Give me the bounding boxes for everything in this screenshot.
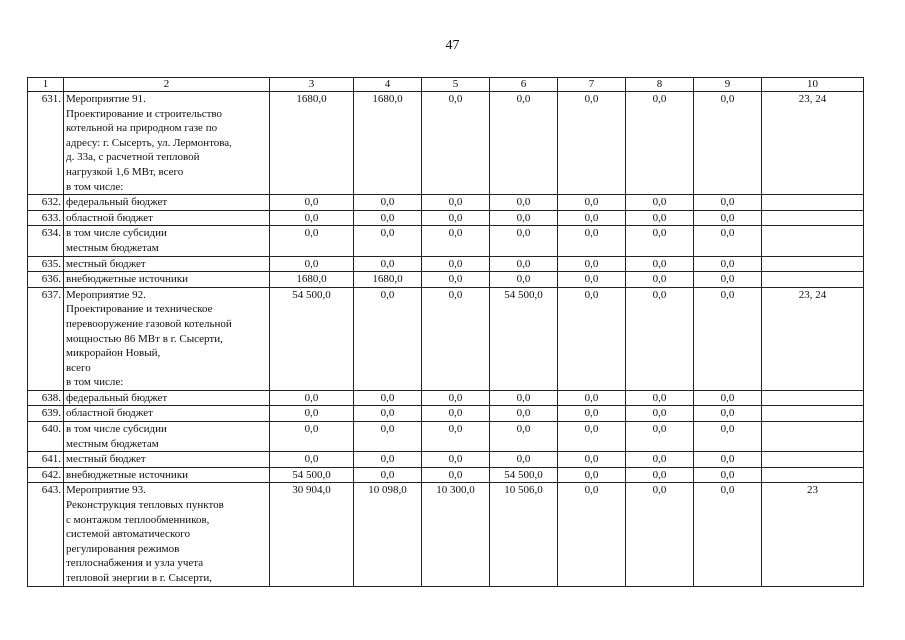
row-name: федеральный бюджет bbox=[64, 195, 270, 211]
row-name: областной бюджет bbox=[64, 210, 270, 226]
row-reference bbox=[762, 467, 864, 483]
row-value: 0,0 bbox=[422, 467, 490, 483]
col-header: 7 bbox=[558, 78, 626, 92]
row-value: 0,0 bbox=[354, 287, 422, 390]
row-value: 0,0 bbox=[354, 195, 422, 211]
row-value: 0,0 bbox=[270, 406, 354, 422]
row-value: 0,0 bbox=[626, 483, 694, 586]
row-value: 0,0 bbox=[694, 406, 762, 422]
row-name: Мероприятие 91. Проектирование и строительство котельной на природном газе по адресу: г. Сысерть, ул. Лермонтова, д. 33а, с расчетной тепловой нагрузкой 1,6 МВт, всего в том числе: bbox=[64, 92, 270, 195]
row-value: 0,0 bbox=[558, 195, 626, 211]
table-row bbox=[28, 226, 864, 256]
row-value: 0,0 bbox=[558, 210, 626, 226]
table-row bbox=[28, 422, 864, 452]
row-number: 631. bbox=[28, 92, 64, 195]
row-value: 0,0 bbox=[626, 195, 694, 211]
table-row bbox=[28, 287, 864, 390]
row-reference bbox=[762, 272, 864, 288]
row-value: 0,0 bbox=[558, 287, 626, 390]
row-name: Мероприятие 93. Реконструкция тепловых пунктов с монтажом теплообменников, системой автоматического регулирования режимов теплоснабжения и узла учета тепловой энергии в г. Сысерти, bbox=[64, 483, 270, 586]
row-value: 0,0 bbox=[354, 390, 422, 406]
row-reference bbox=[762, 195, 864, 211]
row-value: 0,0 bbox=[270, 226, 354, 256]
row-value: 0,0 bbox=[354, 406, 422, 422]
row-value: 1680,0 bbox=[354, 272, 422, 288]
row-reference bbox=[762, 452, 864, 468]
row-value: 0,0 bbox=[490, 210, 558, 226]
row-value: 0,0 bbox=[626, 452, 694, 468]
row-reference: 23 bbox=[762, 483, 864, 586]
row-value: 0,0 bbox=[558, 422, 626, 452]
row-value: 0,0 bbox=[626, 406, 694, 422]
row-value: 0,0 bbox=[270, 390, 354, 406]
row-value: 0,0 bbox=[422, 422, 490, 452]
row-value: 0,0 bbox=[270, 195, 354, 211]
col-header: 5 bbox=[422, 78, 490, 92]
row-value: 0,0 bbox=[490, 256, 558, 272]
row-name: Мероприятие 92. Проектирование и техническое перевооружение газовой котельной мощностью 86 МВт в г. Сысерти, микрорайон Новый, всего в том числе: bbox=[64, 287, 270, 390]
row-value: 0,0 bbox=[694, 287, 762, 390]
row-reference bbox=[762, 210, 864, 226]
row-number: 641. bbox=[28, 452, 64, 468]
row-reference bbox=[762, 422, 864, 452]
row-value: 10 098,0 bbox=[354, 483, 422, 586]
row-value: 0,0 bbox=[694, 422, 762, 452]
row-reference bbox=[762, 390, 864, 406]
row-value: 0,0 bbox=[694, 226, 762, 256]
table-row bbox=[28, 210, 864, 226]
row-value: 0,0 bbox=[422, 256, 490, 272]
row-reference bbox=[762, 226, 864, 256]
row-name: федеральный бюджет bbox=[64, 390, 270, 406]
row-value: 0,0 bbox=[558, 406, 626, 422]
col-header: 4 bbox=[354, 78, 422, 92]
row-value: 0,0 bbox=[558, 256, 626, 272]
col-header: 9 bbox=[694, 78, 762, 92]
row-value: 0,0 bbox=[422, 390, 490, 406]
row-value: 0,0 bbox=[422, 452, 490, 468]
row-value: 0,0 bbox=[270, 256, 354, 272]
table-row bbox=[28, 452, 864, 468]
row-value: 54 500,0 bbox=[270, 287, 354, 390]
row-value: 0,0 bbox=[422, 287, 490, 390]
row-value: 54 500,0 bbox=[490, 287, 558, 390]
row-value: 0,0 bbox=[558, 272, 626, 288]
row-number: 639. bbox=[28, 406, 64, 422]
row-value: 0,0 bbox=[558, 92, 626, 195]
col-header: 6 bbox=[490, 78, 558, 92]
row-reference bbox=[762, 406, 864, 422]
row-value: 0,0 bbox=[490, 452, 558, 468]
row-value: 0,0 bbox=[626, 422, 694, 452]
row-value: 0,0 bbox=[626, 92, 694, 195]
row-value: 0,0 bbox=[694, 195, 762, 211]
row-number: 633. bbox=[28, 210, 64, 226]
row-value: 30 904,0 bbox=[270, 483, 354, 586]
row-name: внебюджетные источники bbox=[64, 467, 270, 483]
table-row bbox=[28, 195, 864, 211]
row-value: 1680,0 bbox=[354, 92, 422, 195]
row-value: 0,0 bbox=[270, 210, 354, 226]
row-number: 640. bbox=[28, 422, 64, 452]
table-row bbox=[28, 92, 864, 195]
table-row bbox=[28, 272, 864, 288]
row-value: 0,0 bbox=[694, 272, 762, 288]
row-value: 0,0 bbox=[694, 390, 762, 406]
row-value: 0,0 bbox=[694, 452, 762, 468]
row-value: 0,0 bbox=[490, 406, 558, 422]
row-value: 0,0 bbox=[270, 452, 354, 468]
row-value: 0,0 bbox=[694, 92, 762, 195]
row-value: 0,0 bbox=[422, 272, 490, 288]
row-value: 0,0 bbox=[626, 467, 694, 483]
row-value: 0,0 bbox=[558, 467, 626, 483]
row-value: 0,0 bbox=[354, 422, 422, 452]
row-value: 10 506,0 bbox=[490, 483, 558, 586]
row-value: 0,0 bbox=[490, 226, 558, 256]
row-value: 0,0 bbox=[626, 272, 694, 288]
row-name: в том числе субсидии местным бюджетам bbox=[64, 422, 270, 452]
row-value: 0,0 bbox=[422, 406, 490, 422]
row-number: 642. bbox=[28, 467, 64, 483]
row-value: 0,0 bbox=[422, 210, 490, 226]
row-name: внебюджетные источники bbox=[64, 272, 270, 288]
table-row bbox=[28, 406, 864, 422]
row-value: 0,0 bbox=[694, 467, 762, 483]
table-row bbox=[28, 390, 864, 406]
row-value: 0,0 bbox=[354, 467, 422, 483]
row-value: 0,0 bbox=[626, 210, 694, 226]
row-number: 643. bbox=[28, 483, 64, 586]
col-header: 10 bbox=[762, 78, 864, 92]
col-header: 2 bbox=[64, 78, 270, 92]
page-number: 47 bbox=[445, 38, 460, 53]
row-value: 0,0 bbox=[354, 256, 422, 272]
row-value: 0,0 bbox=[626, 256, 694, 272]
row-reference: 23, 24 bbox=[762, 287, 864, 390]
row-number: 635. bbox=[28, 256, 64, 272]
row-number: 637. bbox=[28, 287, 64, 390]
row-value: 0,0 bbox=[626, 287, 694, 390]
row-value: 0,0 bbox=[354, 226, 422, 256]
row-value: 1680,0 bbox=[270, 92, 354, 195]
row-value: 0,0 bbox=[694, 256, 762, 272]
table-row bbox=[28, 256, 864, 272]
row-name: в том числе субсидии местным бюджетам bbox=[64, 226, 270, 256]
row-value: 0,0 bbox=[354, 210, 422, 226]
row-value: 54 500,0 bbox=[270, 467, 354, 483]
row-value: 0,0 bbox=[626, 390, 694, 406]
row-number: 634. bbox=[28, 226, 64, 256]
row-value: 0,0 bbox=[270, 422, 354, 452]
row-reference bbox=[762, 256, 864, 272]
row-value: 0,0 bbox=[694, 210, 762, 226]
row-value: 0,0 bbox=[558, 390, 626, 406]
budget-table bbox=[27, 77, 864, 587]
row-value: 0,0 bbox=[490, 390, 558, 406]
row-value: 0,0 bbox=[558, 483, 626, 586]
col-header: 8 bbox=[626, 78, 694, 92]
row-value: 54 500,0 bbox=[490, 467, 558, 483]
col-header: 1 bbox=[28, 78, 64, 92]
row-value: 0,0 bbox=[490, 195, 558, 211]
row-value: 0,0 bbox=[558, 452, 626, 468]
row-value: 0,0 bbox=[422, 226, 490, 256]
table-row bbox=[28, 483, 864, 586]
table-row bbox=[28, 467, 864, 483]
row-value: 0,0 bbox=[422, 195, 490, 211]
row-number: 632. bbox=[28, 195, 64, 211]
row-value: 0,0 bbox=[694, 483, 762, 586]
col-header: 3 bbox=[270, 78, 354, 92]
row-value: 0,0 bbox=[354, 452, 422, 468]
row-name: местный бюджет bbox=[64, 452, 270, 468]
row-name: областной бюджет bbox=[64, 406, 270, 422]
row-name: местный бюджет bbox=[64, 256, 270, 272]
row-value: 0,0 bbox=[490, 272, 558, 288]
row-number: 636. bbox=[28, 272, 64, 288]
row-value: 0,0 bbox=[558, 226, 626, 256]
row-value: 0,0 bbox=[490, 92, 558, 195]
row-value: 1680,0 bbox=[270, 272, 354, 288]
row-reference: 23, 24 bbox=[762, 92, 864, 195]
row-number: 638. bbox=[28, 390, 64, 406]
row-value: 0,0 bbox=[626, 226, 694, 256]
row-value: 0,0 bbox=[422, 92, 490, 195]
row-value: 10 300,0 bbox=[422, 483, 490, 586]
header-row bbox=[28, 78, 864, 92]
row-value: 0,0 bbox=[490, 422, 558, 452]
